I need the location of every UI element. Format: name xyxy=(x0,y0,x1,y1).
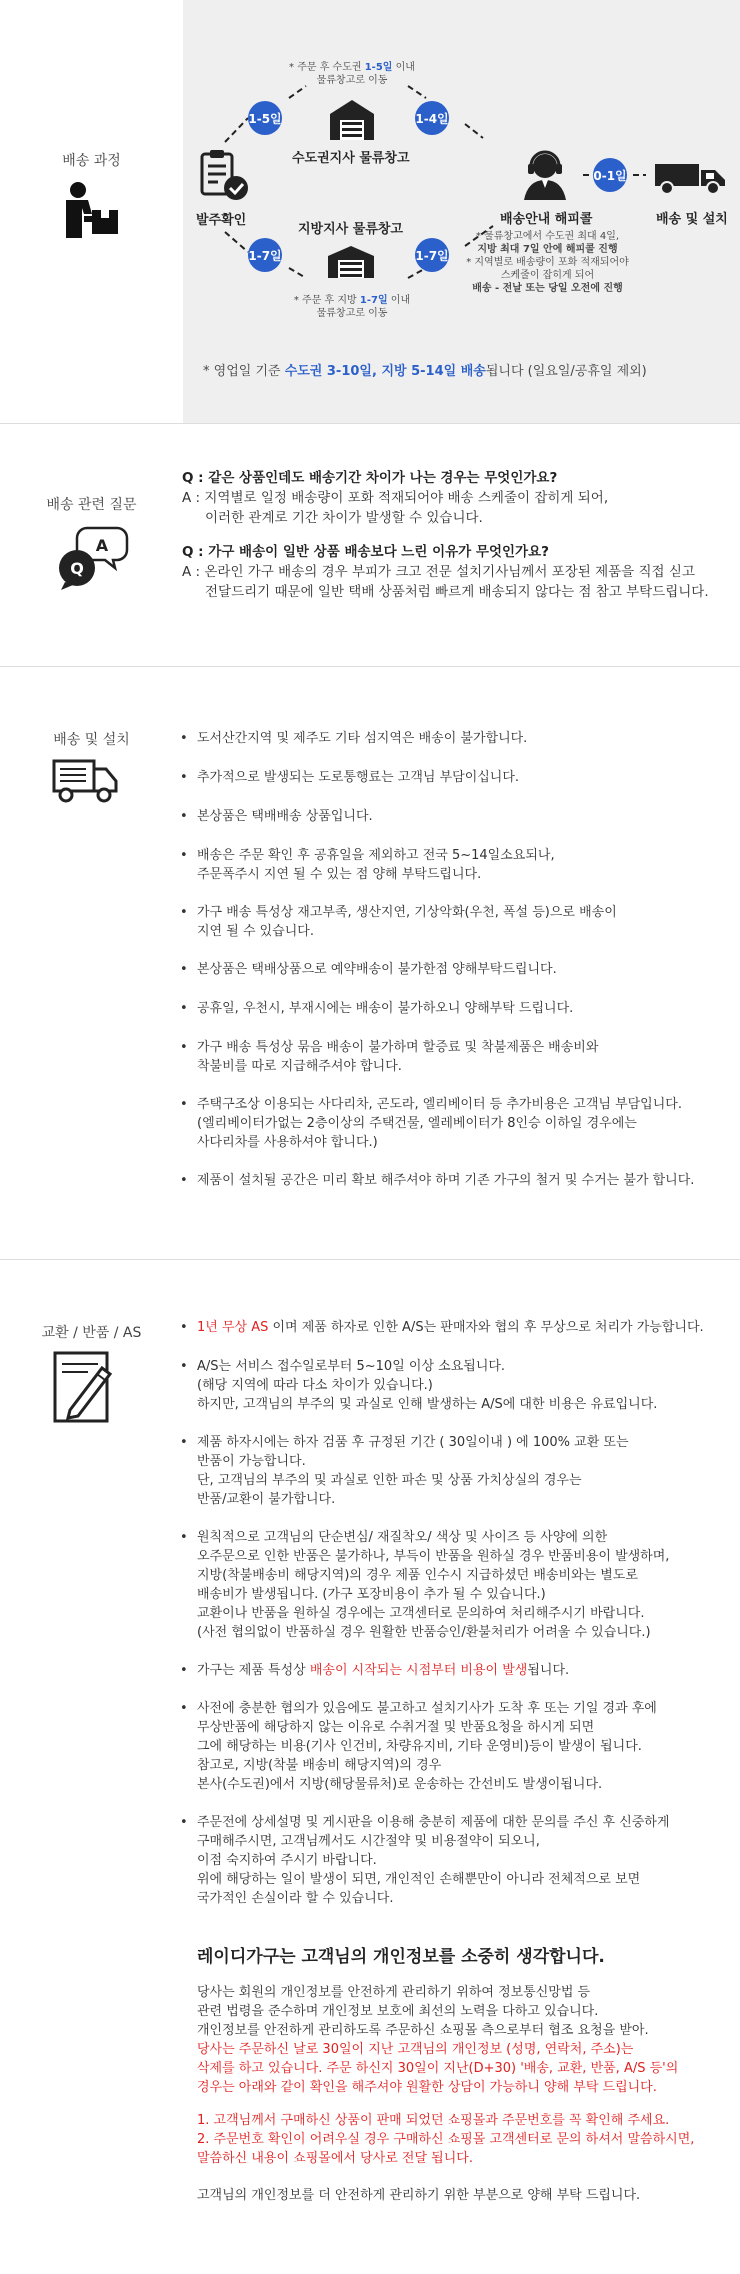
cost-item xyxy=(180,1661,720,1680)
faq-q2: Q : 가구 배송이 일반 상품 배송보다 느린 이유가 무엇인가요? xyxy=(182,544,549,560)
shipping-item: • 가구 배송 특성상 묶음 배송이 불가하며 할증료 및 착불제품은 배송비와 착불비를 따로 지급해주셔야 합니다. xyxy=(180,1038,720,1076)
privacy-rule-1: 1. 고객님께서 구매하신 상품이 판매 되었던 쇼핑몰과 주문번호를 꼭 확인해 주세요. xyxy=(197,2113,670,2128)
faq-a2-line1: A : 온라인 가구 배송의 경우 부피가 크고 전문 설치기사님께서 포장된 제품을 직접 싣고 xyxy=(182,564,695,580)
privacy-closing: 고객님의 개인정보를 더 안전하게 관리하기 위한 부분으로 양해 부탁 드립니다. xyxy=(197,2188,641,2203)
shipping-item: • 본상품은 택배배송 상품입니다. xyxy=(180,807,720,826)
returns-item: • 주문전에 상세설명 및 게시판을 이용해 충분히 제품에 대한 문의를 주신 후 신중하게 구매해주시면, 고객님께서도 시간절약 및 비용절약이 되오니, 이점 숙지하여 주시기 바랍니다. 위에 해당하는 일이 발생이 되면, 개인적인 손해뿐만이 아니라 전체적으로 보면 국가적인 손실이라 할 수 있습니다. xyxy=(180,1813,720,1908)
note-top xyxy=(282,61,422,87)
as-item xyxy=(180,1318,720,1337)
note-bot-highlight: 1-7일 xyxy=(359,295,388,306)
badge-1-5: 1-5일 xyxy=(248,101,282,135)
badge-0-1: 0-1일 xyxy=(593,158,627,192)
shipping-item: • 도서산간지역 및 제주도 기타 섬지역은 배송이 불가합니다. xyxy=(180,729,720,748)
badge-1-4: 1-4일 xyxy=(415,101,449,135)
note-right-1: * 물류창고에서 수도권 최대 4일, xyxy=(475,231,620,242)
faq-a1-line2: 이러한 관계로 기간 차이가 발생할 수 있습니다. xyxy=(205,510,483,526)
summary-pre: * 영업일 기준 xyxy=(203,364,285,379)
privacy-p1: 당사는 회원의 개인정보를 안전하게 관리하기 위하여 정보통신망법 등 관련 법령을 준수하며 개인정보 보호에 최선의 노력을 다하고 있습니다. 개인정보를 안전하게 관리하도록 주문하신 쇼핑몰 측으로부터 협조 요청을 받아. xyxy=(197,1985,649,2038)
clipboard-icon xyxy=(198,148,250,206)
note-top-post: 이내 xyxy=(392,62,415,73)
note-right xyxy=(455,230,640,295)
note-right-4: 스케줄이 잡히게 되어 xyxy=(500,270,595,281)
process-label: 배송 과정 xyxy=(62,153,121,169)
badge-1-7-right: 1-7일 xyxy=(415,238,449,272)
as-highlight: 1년 무상 AS xyxy=(197,1320,269,1335)
faq-a2-line2: 전달드리기 때문에 일반 택배 상품처럼 빠르게 배송되지 않다는 점 참고 부탁드립니다. xyxy=(205,584,709,600)
shipping-item: • 제품이 설치될 공간은 미리 확보 해주셔야 하며 기존 가구의 철거 및 수거는 불가 합니다. xyxy=(180,1171,720,1190)
note-top-pre: * 주문 후 수도권 xyxy=(289,62,365,73)
shipping-list xyxy=(180,729,720,1190)
headset-person-icon xyxy=(520,148,570,204)
faq-content xyxy=(182,468,722,602)
privacy-block xyxy=(197,1948,722,2205)
returns-item: • 제품 하자시에는 하자 검품 후 규정된 기간 ( 30일이내 ) 에 100% 교환 또는 반품이 가능합니다. 단, 고객님의 부주의 및 과실로 인한 파손 및 상품 가치상실의 경우는 반품/교환이 불가합니다. xyxy=(180,1433,720,1509)
summary-post: 됩니다 (일요일/공휴일 제외) xyxy=(485,364,647,379)
faq-section xyxy=(0,424,740,667)
shipping-item: • 공휴일, 우천시, 부재시에는 배송이 불가하오니 양해부탁 드립니다. xyxy=(180,999,720,1018)
warehouse-icon-2 xyxy=(326,244,376,284)
process-summary xyxy=(203,360,647,379)
shipping-item: • 배송은 주문 확인 후 공휴일을 제외하고 전국 5~14일소요되나, 주문폭주시 지연 될 수 있는 점 양해 부탁드립니다. xyxy=(180,846,720,884)
delivery-title: 배송 및 설치 xyxy=(656,212,728,227)
cost-highlight: 배송이 시작되는 시점부터 비용이 발생 xyxy=(309,1663,528,1678)
note-bot-pre: * 주문 후 지방 xyxy=(293,295,360,306)
returns-list xyxy=(180,1318,720,1908)
faq-label: 배송 관련 질문 xyxy=(46,497,137,513)
summary-highlight: 수도권 3-10일, 지방 5-14일 배송 xyxy=(284,364,486,379)
cost-pre: 가구는 제품 특성상 xyxy=(197,1663,310,1678)
note-bottom xyxy=(282,294,422,320)
cost-post: 됩니다. xyxy=(527,1663,570,1678)
warehouse-icon xyxy=(328,98,376,146)
svg-text:A: A xyxy=(95,536,109,555)
shipping-item: • 가구 배송 특성상 재고부족, 생산지연, 기상악화(우천, 폭설 등)으로 배송이 지연 될 수 있습니다. xyxy=(180,903,720,941)
as-rest: 이며 제품 하자로 인한 A/S는 판매자와 협의 후 무상으로 처리가 가능합니다. xyxy=(268,1320,704,1335)
faq-q1: Q : 같은 상품인데도 배송기간 차이가 나는 경우는 무엇인가요? xyxy=(182,470,558,486)
privacy-rule-2: 2. 주문번호 확인이 어려우실 경우 구매하신 쇼핑몰 고객센터로 문의 하셔서 말씀하시면, 말씀하신 내용이 쇼핑몰에서 당사로 전달 됩니다. xyxy=(197,2132,695,2166)
returns-item: • 원칙적으로 고객님의 단순변심/ 재질착오/ 색상 및 사이즈 등 사양에 의한 오주문으로 인한 반품은 불가하나, 부득이 반품을 원하실 경우 반품비용이 발생하며, 지방(착불배송비 해당지역)의 경우 제품 인수시 지급하셨던 배송비와는 별도로 배송비가 발생됩니다. (가구 포장비용이 추가 될 수 있습니다.) 교환이나 반품을 원하실 경우에는 고객센터로 문의하여 처리해주시기 바랍니다. (사전 협의없이 반품하실 경우 원활한 반품승인/환불처리가 어려울 수 있습니다.) xyxy=(180,1528,720,1642)
badge-1-7-left: 1-7일 xyxy=(248,238,282,272)
faq-a1-line1: A : 지역별로 일정 배송량이 포화 적재되어야 배송 스케줄이 잡히게 되어, xyxy=(182,490,609,506)
note-right-3: * 지역별로 배송량이 포화 적재되어야 xyxy=(466,257,629,268)
happycall-title: 배송안내 해피콜 xyxy=(500,212,593,227)
note-bot-line2: 물류창고로 이동 xyxy=(316,308,388,319)
document-pen-icon xyxy=(52,1350,114,1428)
shipping-label: 배송 및 설치 xyxy=(53,732,130,748)
truck-outline-icon xyxy=(52,757,118,807)
returns-item: • A/S는 서비스 접수일로부터 5~10일 이상 소요됩니다. (해당 지역에 따라 다소 차이가 있습니다.) 하지만, 고객님의 부주의 및 과실로 인해 발생하는 A/S에 대한 비용은 유료입니다. xyxy=(180,1357,720,1414)
returns-item: • 사전에 충분한 협의가 있음에도 불고하고 설치기사가 도착 후 또는 기일 경과 후에 무상반품에 해당하지 않는 이유로 수취거절 및 반품요청을 하시게 되면 그에 해당하는 비용(기사 인건비, 차량유지비, 기타 운영비)등이 발생이 됩니다. 참고로, 지방(착불 배송비 해당지역)의 경우 본사(수도권)에서 지방(해당물류처)로 운송하는 간선비도 발생이됩니다. xyxy=(180,1699,720,1794)
note-top-highlight: 1-5일 xyxy=(364,62,393,73)
truck-icon xyxy=(653,160,729,200)
svg-text:Q: Q xyxy=(70,559,84,578)
shipping-item: • 본상품은 택배상품으로 예약배송이 불가한점 양해부탁드립니다. xyxy=(180,960,720,979)
shipping-section xyxy=(0,667,740,1260)
order-confirm-title: 발주확인 xyxy=(196,213,247,228)
shipping-item: • 주택구조상 이용되는 사다리차, 곤도라, 엘리베이터 등 추가비용은 고객님 부담입니다. (엘리베이터가없는 2층이상의 주택건물, 엘레베이터가 8인승 이하일 경우에는 사다리차를 사용하셔야 합니다.) xyxy=(180,1095,720,1152)
note-top-line2: 물류창고로 이동 xyxy=(316,75,388,86)
region-warehouse-title: 지방지사 물류창고 xyxy=(298,222,403,237)
returns-label: 교환 / 반품 / AS xyxy=(41,1325,142,1341)
metro-warehouse-title: 수도권지사 물류창고 xyxy=(292,151,410,166)
returns-section xyxy=(0,1260,740,2274)
shipping-item: • 추가적으로 발생되는 도로통행료는 고객님 부담이십니다. xyxy=(180,768,720,787)
qa-bubble-icon xyxy=(55,524,129,596)
note-bot-post: 이내 xyxy=(387,295,411,306)
privacy-p1-red: 당사는 주문하신 날로 30일이 지난 고객님의 개인정보 (성명, 연락처, 주소)는 삭제를 하고 있습니다. 주문 하신지 30일이 지난(D+30) '배송, 교환, 반품, A/S 등'의 경우는 아래와 같이 확인을 해주셔야 원활한 상담이 가능하니 양해 부탁 드립니다. xyxy=(197,2042,679,2095)
delivery-process-section xyxy=(0,0,740,424)
privacy-title: 레이디가구는 고객님의 개인정보를 소중히 생각합니다. xyxy=(197,1947,605,1967)
delivery-person-icon xyxy=(58,180,124,250)
note-right-5: 배송 - 전날 또는 당일 오전에 진행 xyxy=(472,283,623,294)
note-right-2: 지방 최대 7일 안에 해피콜 진행 xyxy=(477,244,618,255)
